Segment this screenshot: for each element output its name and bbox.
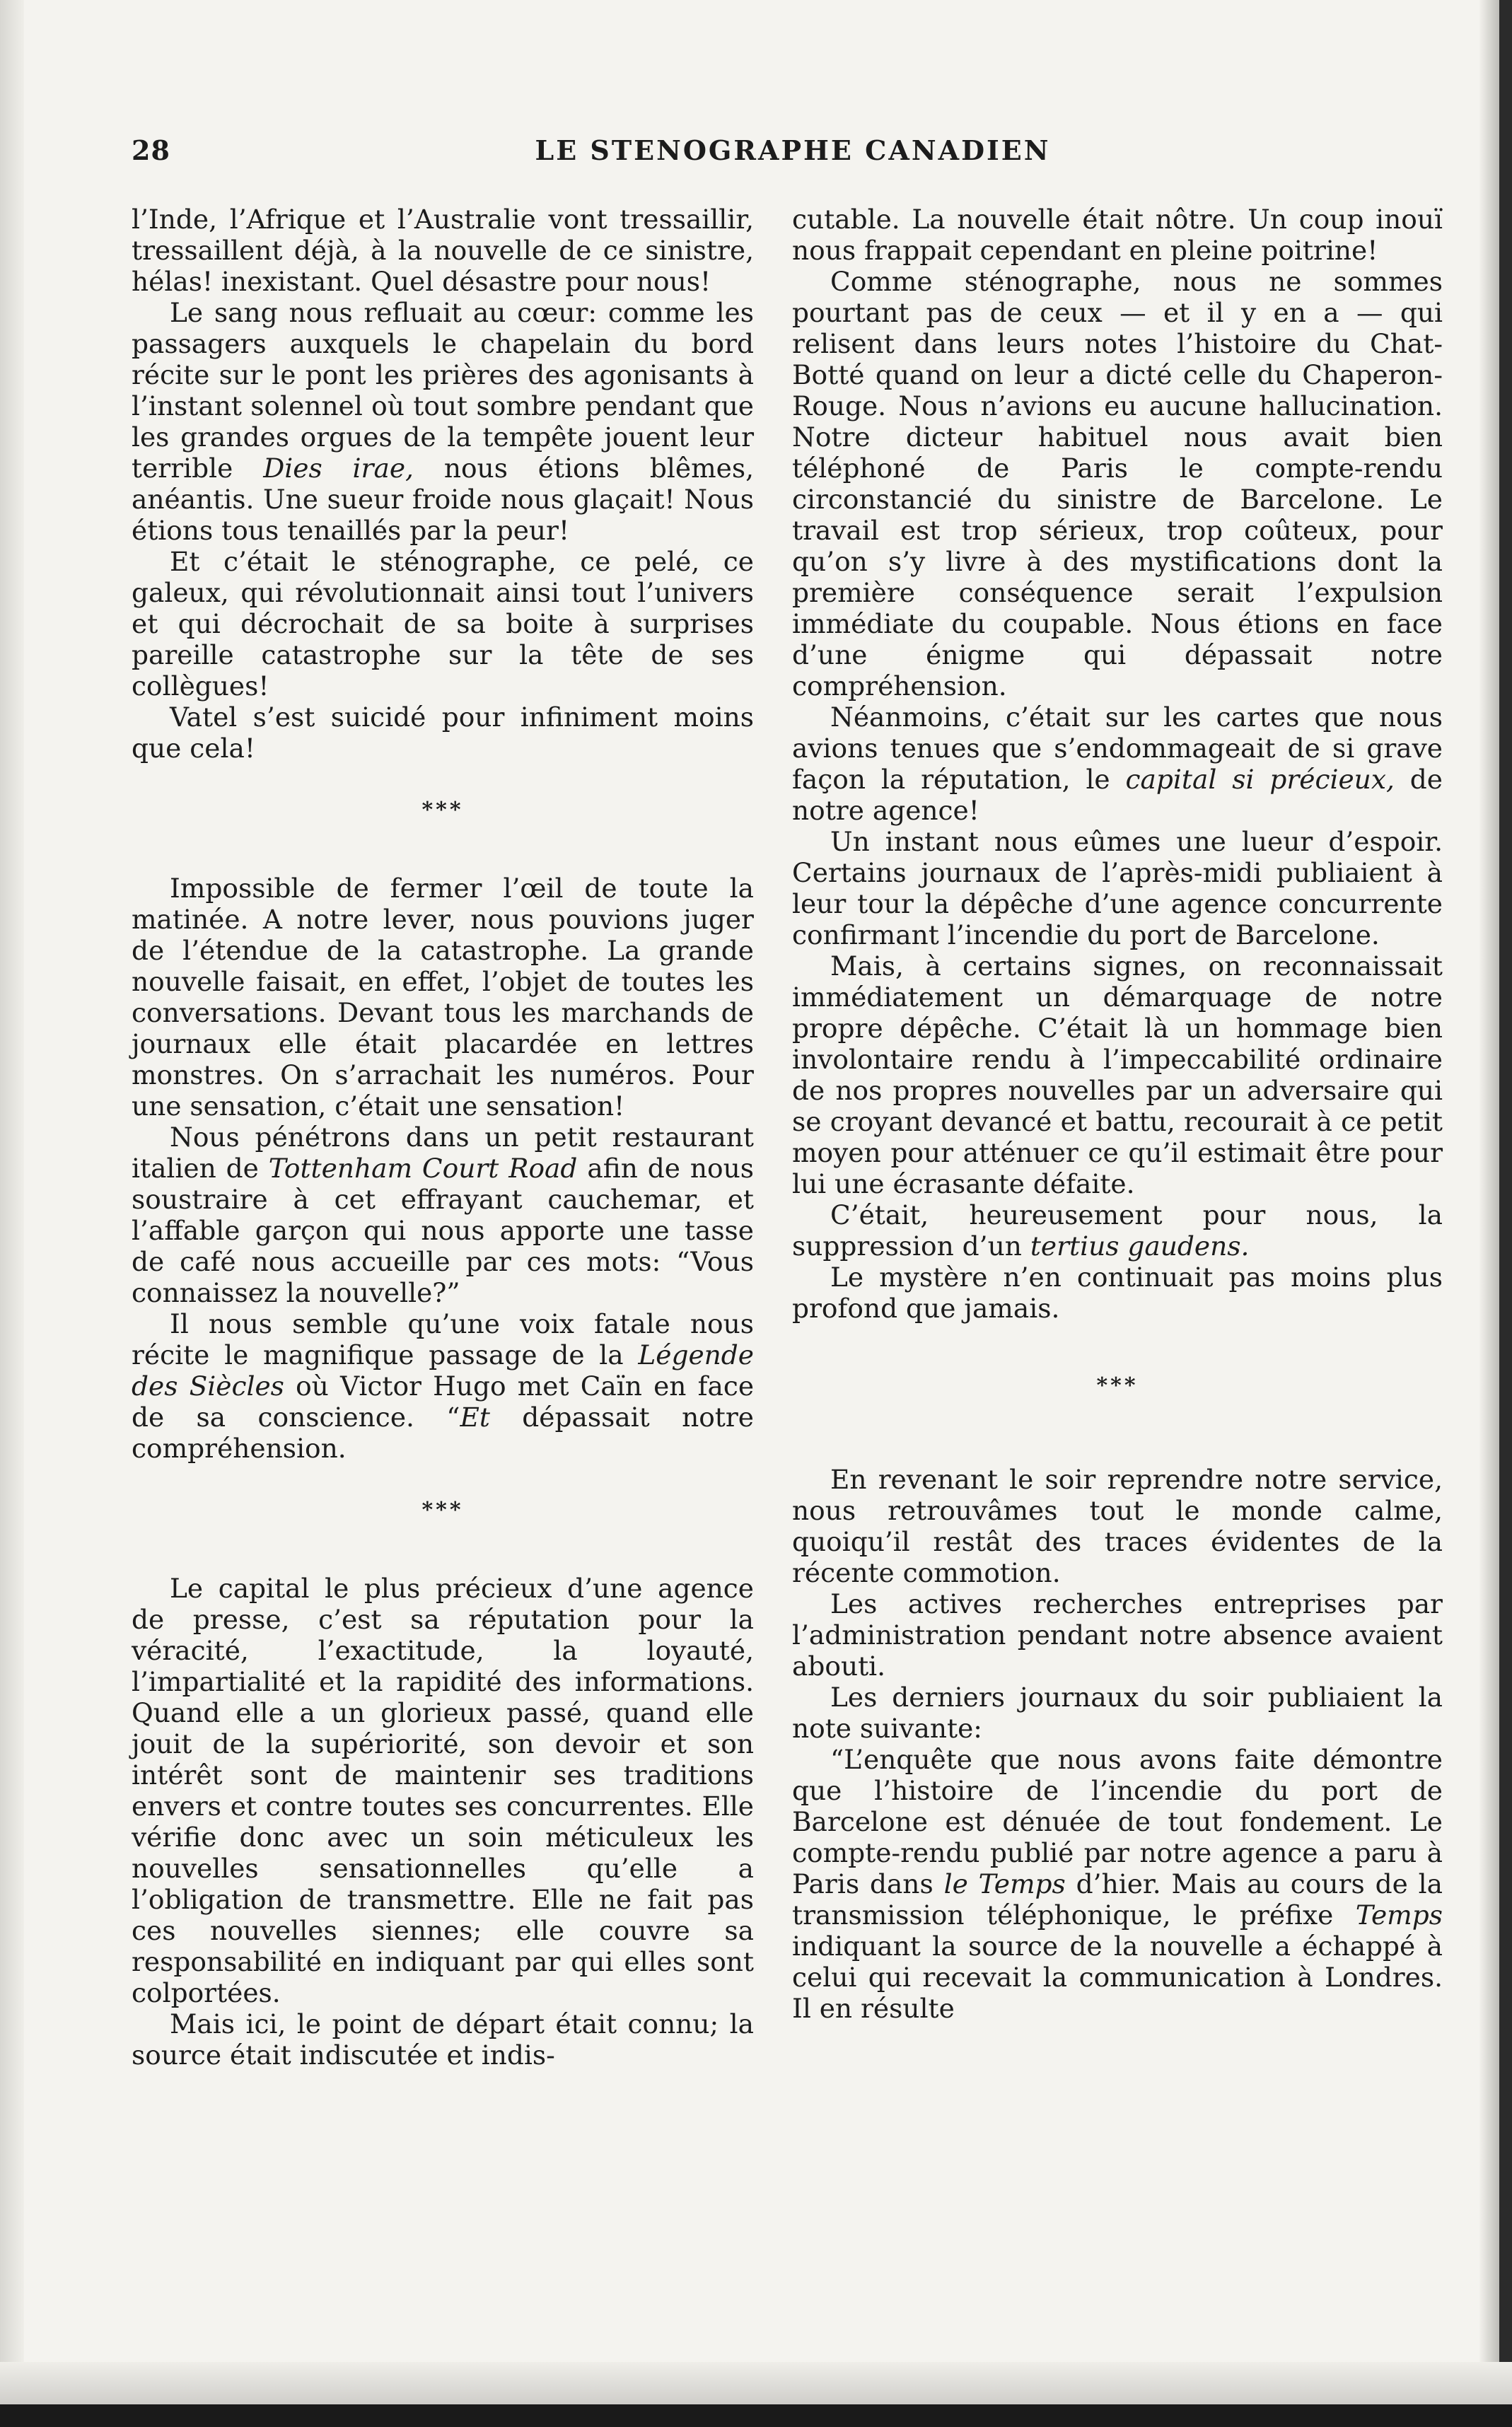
paragraph: Comme sténographe, nous ne sommes pourtant pas de ceux — et il y en a — qui relisent dans leurs notes l’histoire du Chat-Botté quand on leur a dicté celle du Chaperon-Rouge. Nous n’avions eu aucune hallucination. Notre dicteur habituel nous avait bien téléphoné de Paris le compte-rendu circonstancié du sinistre de Barcelone. Le travail est trop sérieux, trop coûteux, pour qu’on s’y livre à des mystifications dont la première conséquence serait l’expulsion immédiate du coupable. Nous étions en face d’une énigme qui dépassait notre compréhension. xyxy=(792,266,1443,702)
left-column xyxy=(132,204,754,2071)
paragraph: C’était, heureusement pour nous, la suppression d’un tertius gaudens. xyxy=(792,1199,1443,1262)
scan-right-shadow xyxy=(1479,0,1499,2427)
paragraph: “L’enquête que nous avons faite démontre que l’histoire de l’incendie du port de Barcelone est dénuée de tout fondement. Le compte-rendu publié par notre agence a paru à Paris dans le Temps d’hier. Mais au cours de la transmission téléphonique, le préfixe Temps indiquant la source de la nouvelle a échappé à celui qui recevait la communication à Londres. Il en résulte xyxy=(792,1744,1443,2024)
page-number: 28 xyxy=(132,134,170,166)
scan-bottom-border xyxy=(0,2404,1512,2427)
paragraph: Nous pénétrons dans un petit restaurant italien de Tottenham Court Road afin de nous soustraire à cet effrayant cauchemar, et l’affable garçon qui nous apporte une tasse de café nous accueille par ces mots: “Vous connaissez la nouvelle?” xyxy=(132,1122,755,1308)
paragraph: Mais, à certains signes, on reconnaissait immédiatement un démarquage de notre propre dépêche. C’était là un hommage bien involontaire rendu à l’impeccabilité ordinaire de nos propres nouvelles par un adversaire qui se croyant devancé et battu, recourait à ce petit moyen pour atténuer ce qu’il estimait être pour lui une écrasante défaite. xyxy=(792,950,1443,1199)
paragraph: Les derniers journaux du soir publiaient la note suivante: xyxy=(792,1682,1443,1744)
paragraph: Les actives recherches entreprises par l’administration pendant notre absence avaient abouti. xyxy=(792,1588,1443,1682)
paragraph: Mais ici, le point de départ était connu; la source était indiscutée et indis- xyxy=(132,2008,754,2071)
section-separator: *** xyxy=(421,798,464,822)
scan-right-border xyxy=(1499,0,1512,2427)
paragraph: l’Inde, l’Afrique et l’Australie vont tressaillir, tressaillent déjà, à la nouvelle de ce sinistre, hélas! inexistant. Quel désastre pour nous! xyxy=(132,204,754,297)
paragraph: Le mystère n’en continuait pas moins plus profond que jamais. xyxy=(792,1262,1443,1324)
paragraph: Il nous semble qu’une voix fatale nous récite le magnifique passage de la Légende des Siècles où Victor Hugo met Caïn en face de sa conscience. “Et dépassait notre compréhension. xyxy=(132,1308,755,1464)
scan-left-margin xyxy=(0,0,24,2427)
section-separator: *** xyxy=(421,1498,464,1523)
page-header xyxy=(132,134,1454,177)
paragraph: Impossible de fermer l’œil de toute la matinée. A notre lever, nous pouvions juger de l’étendue de la catastrophe. La grande nouvelle faisait, en effet, l’objet de toutes les conversations. Devant tous les marchands de journaux elle était placardée en lettres monstres. On s’arrachait les numéros. Pour une sensation, c’était une sensation! xyxy=(132,873,754,1122)
paragraph: Un instant nous eûmes une lueur d’espoir. Certains journaux de l’après-midi publiaient à leur tour la dépêche d’une agence concurrente confirmant l’incendie du port de Barcelone. xyxy=(792,826,1443,950)
section-separator: *** xyxy=(1096,1373,1139,1398)
paragraph: cutable. La nouvelle était nôtre. Un coup inouï nous frappait cependant en pleine poitrine! xyxy=(792,204,1443,266)
running-title: LE STENOGRAPHE CANADIEN xyxy=(535,134,1051,166)
paragraph: Vatel s’est suicidé pour infiniment moins que cela! xyxy=(132,702,754,764)
paragraph: En revenant le soir reprendre notre service, nous retrouvâmes tout le monde calme, quoiqu’il restât des traces évidentes de la récente commotion. xyxy=(792,1464,1443,1588)
paragraph: Et c’était le sténographe, ce pelé, ce galeux, qui révolutionnait ainsi tout l’univers et qui décrochait de sa boite à surprises pareille catastrophe sur la tête de ses collègues! xyxy=(132,546,754,702)
scan-bottom-shadow xyxy=(0,2362,1512,2404)
paragraph: Néanmoins, c’était sur les cartes que nous avions tenues que s’endommageait de si grave façon la réputation, le capital si précieux, de notre agence! xyxy=(792,702,1443,826)
right-column xyxy=(792,204,1443,2024)
paragraph: Le capital le plus précieux d’une agence de presse, c’est sa réputation pour la véracité, l’exactitude, la loyauté, l’impartialité et la rapidité des informations. Quand elle a un glorieux passé, quand elle jouit de la supériorité, son devoir et son intérêt sont de maintenir ses traditions envers et contre toutes ses concurrentes. Elle vérifie donc avec un soin méticuleux les nouvelles sensationnelles qu’elle a l’obligation de transmettre. Elle ne fait pas ces nouvelles siennes; elle couvre sa responsabilité en indiquant par qui elles sont colportées. xyxy=(132,1573,754,2008)
paragraph: Le sang nous refluait au cœur: comme les passagers auxquels le chapelain du bord récite sur le pont les prières des agonisants à l’instant solennel où tout sombre pendant que les grandes orgues de la tempête jouent leur terrible Dies irae, nous étions blêmes, anéantis. Une sueur froide nous glaçait! Nous étions tous tenaillés par la peur! xyxy=(132,297,755,546)
